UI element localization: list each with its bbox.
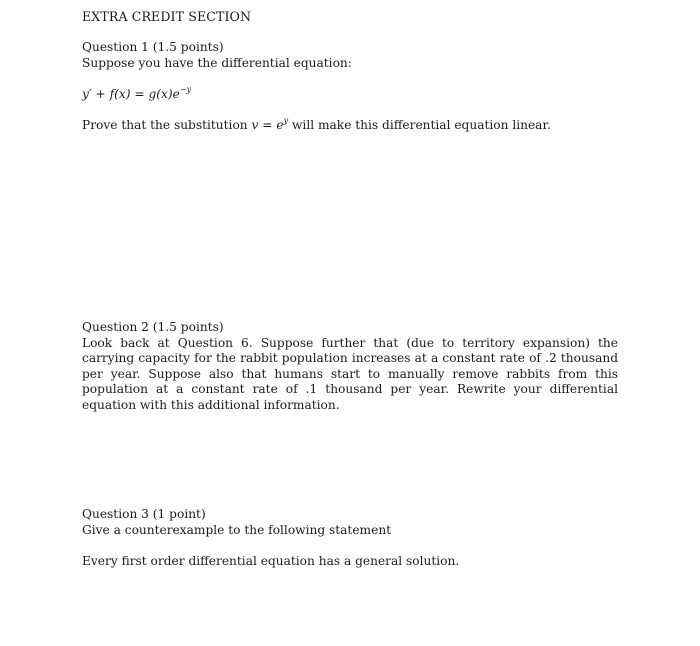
q1-intro: Suppose you have the differential equation: xyxy=(82,55,352,70)
q1-heading: Question 1 (1.5 points) xyxy=(82,40,224,54)
q1-equation xyxy=(82,84,192,103)
q1-prompt xyxy=(82,115,551,134)
q1-equation-lhs: y′ + f(x) = g(x)e xyxy=(82,87,180,101)
q1-prompt-before: Prove that the substitution xyxy=(82,118,252,132)
q3-intro: Give a counterexample to the following statement xyxy=(82,522,392,537)
q1-equation-exponent: −y xyxy=(179,84,192,94)
q2-body: Look back at Question 6. Suppose further that (due to territory expansion) the carrying capacity for the rabbit population increases at a constant rate of .2 thousand per year. Suppose also that humans start to manually remove rabbits from this population at a constant rate of .1 thousand per year. Rewrite your differential equation with this additional information. xyxy=(82,335,618,412)
q1-prompt-after: will make this differential equation linear. xyxy=(288,118,551,132)
q1-prompt-var: v = e xyxy=(251,118,284,132)
q1-prompt-var-exp: y xyxy=(283,115,289,125)
q3-heading: Question 3 (1 point) xyxy=(82,507,206,521)
q2-heading: Question 2 (1.5 points) xyxy=(82,320,224,334)
section-title: EXTRA CREDIT SECTION xyxy=(82,9,252,24)
q3-statement: Every first order differential equation has a general solution. xyxy=(82,553,460,568)
